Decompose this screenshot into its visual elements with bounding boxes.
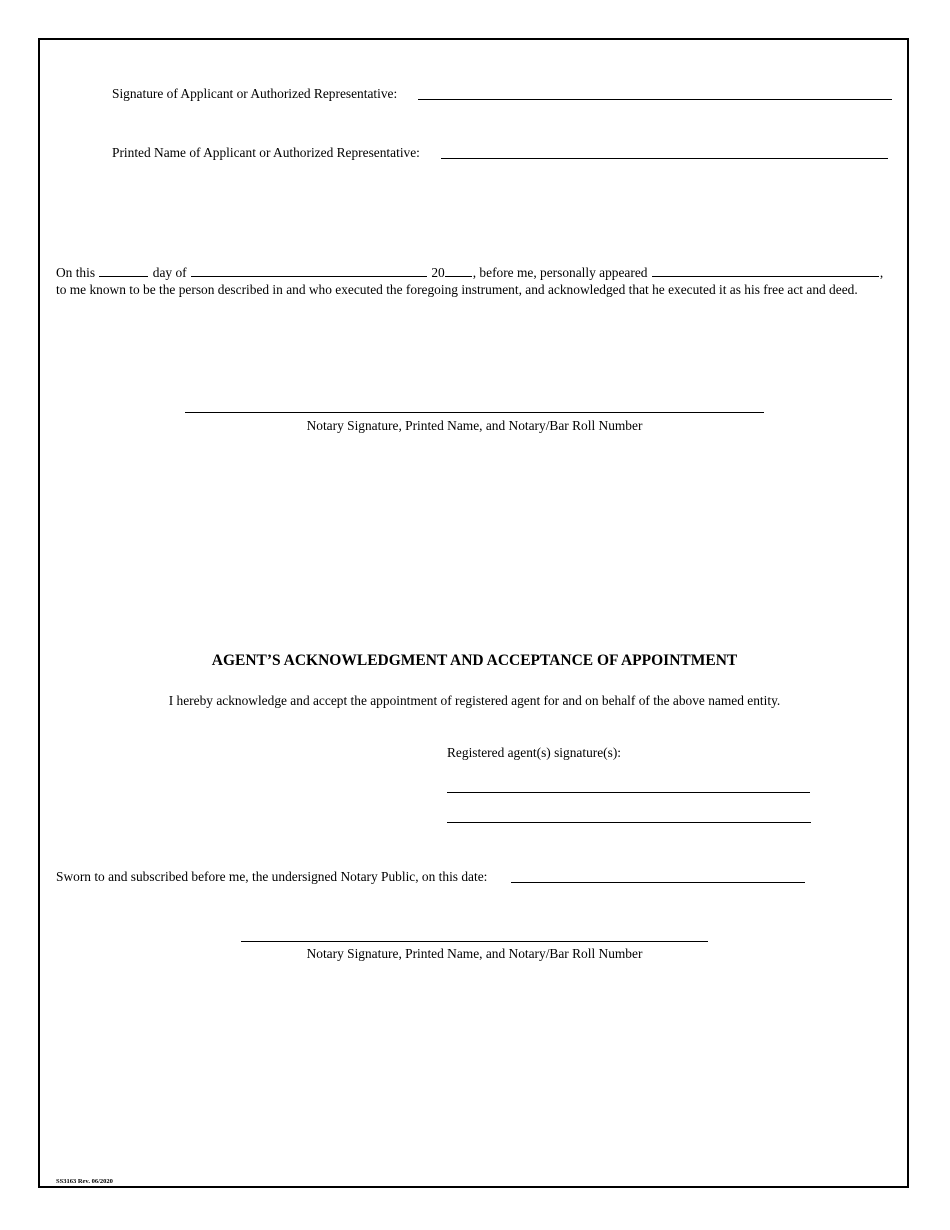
agent-acceptance-statement: I hereby acknowledge and accept the appointment of registered agent for and on behalf of the above named entity. xyxy=(168,693,781,708)
agent-section-title: AGENT’S ACKNOWLEDGMENT AND ACCEPTANCE OF APPOINTMENT xyxy=(211,652,738,669)
sworn-date-field[interactable] xyxy=(511,882,805,883)
year-prefix-text: 20 xyxy=(431,265,445,280)
notary-appearance-line xyxy=(56,264,883,281)
month-field[interactable] xyxy=(191,264,427,277)
page-border xyxy=(38,38,909,1188)
form-number: SS3163 Rev. 06/2020 xyxy=(56,1178,113,1185)
registered-agent-signatures-label: Registered agent(s) signature(s): xyxy=(447,745,622,760)
year-field[interactable] xyxy=(445,264,472,277)
applicant-printed-name-label: Printed Name of Applicant or Authorized Representative: xyxy=(112,145,420,160)
before-me-text: , before me, personally appeared xyxy=(472,265,648,280)
day-field[interactable] xyxy=(99,264,148,277)
registered-agent-signature-line-1[interactable] xyxy=(447,792,810,793)
notary-signature-caption-1: Notary Signature, Printed Name, and Notary/Bar Roll Number xyxy=(306,418,643,433)
appeared-name-field[interactable] xyxy=(652,264,879,277)
day-of-text: day of xyxy=(152,265,187,280)
notary-signature-line-2[interactable] xyxy=(241,941,708,942)
notary-signature-caption-2: Notary Signature, Printed Name, and Notary/Bar Roll Number xyxy=(306,946,643,961)
notary-signature-line-1[interactable] xyxy=(185,412,764,413)
registered-agent-signature-line-2[interactable] xyxy=(447,822,811,823)
applicant-signature-label: Signature of Applicant or Authorized Representative: xyxy=(112,86,398,101)
applicant-printed-name-field[interactable] xyxy=(441,158,888,159)
acknowledgment-text: to me known to be the person described in and who executed the foregoing instrument, and acknowledged that he executed it as his free act and deed. xyxy=(56,282,858,297)
on-this-text: On this xyxy=(56,265,96,280)
applicant-signature-field[interactable] xyxy=(418,99,892,100)
sworn-label: Sworn to and subscribed before me, the undersigned Notary Public, on this date: xyxy=(56,869,488,884)
trailing-comma: , xyxy=(879,265,884,280)
